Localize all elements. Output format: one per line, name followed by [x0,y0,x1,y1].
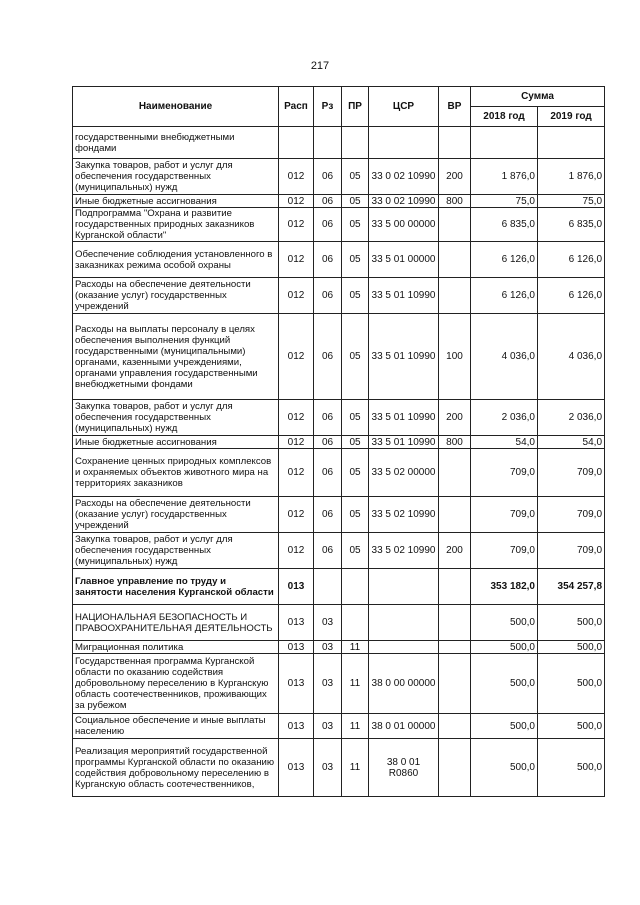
cell-vr: 200 [439,533,471,569]
cell-vr: 200 [439,159,471,195]
cell-rasp: 013 [279,739,314,797]
cell-rasp: 012 [279,436,314,449]
cell-rasp [279,127,314,159]
cell-pr: 05 [342,195,369,208]
cell-pr: 05 [342,208,369,242]
cell-rasp: 013 [279,569,314,605]
table-row [73,449,605,497]
cell-rasp: 012 [279,159,314,195]
cell-pr: 05 [342,278,369,314]
cell-sum-2019: 500,0 [538,714,605,739]
cell-sum-2018: 353 182,0 [471,569,538,605]
cell-pr [342,569,369,605]
cell-pr [342,605,369,641]
cell-sum-2018: 6 835,0 [471,208,538,242]
cell-rz: 06 [314,400,342,436]
cell-sum-2018: 709,0 [471,497,538,533]
cell-sum-2019: 709,0 [538,449,605,497]
header-sum: Сумма [471,87,605,107]
table-row [73,497,605,533]
cell-sum-2018: 6 126,0 [471,278,538,314]
cell-rz: 06 [314,436,342,449]
cell-csr: 38 0 00 00000 [369,654,439,714]
cell-name: Миграционная политика [73,641,279,654]
cell-name: Государственная программа Курганской области по оказанию содействия добровольному переселению в Курганскую область соотечественников, проживающих за рубежом [73,654,279,714]
cell-rz: 06 [314,449,342,497]
table-body [73,127,605,797]
cell-csr: 33 5 02 10990 [369,533,439,569]
table-row [73,127,605,159]
cell-sum-2018: 1 876,0 [471,159,538,195]
cell-vr: 800 [439,436,471,449]
cell-sum-2018: 709,0 [471,449,538,497]
cell-sum-2019: 500,0 [538,641,605,654]
cell-csr [369,605,439,641]
cell-pr: 05 [342,497,369,533]
cell-sum-2019: 500,0 [538,739,605,797]
cell-name: Иные бюджетные ассигнования [73,195,279,208]
cell-vr [439,739,471,797]
cell-rz: 03 [314,605,342,641]
cell-rasp: 012 [279,242,314,278]
cell-rz: 03 [314,714,342,739]
cell-sum-2019: 54,0 [538,436,605,449]
header-2019: 2019 год [538,107,605,127]
cell-name: Обеспечение соблюдения установленного в заказниках режима особой охраны [73,242,279,278]
cell-sum-2019: 354 257,8 [538,569,605,605]
header-vr: ВР [439,87,471,127]
cell-vr [439,641,471,654]
cell-sum-2019: 500,0 [538,654,605,714]
cell-name: Социальное обеспечение и иные выплаты населению [73,714,279,739]
cell-sum-2018: 500,0 [471,641,538,654]
cell-rasp: 012 [279,449,314,497]
header-2018: 2018 год [471,107,538,127]
cell-pr: 11 [342,654,369,714]
cell-csr [369,641,439,654]
cell-sum-2018: 500,0 [471,739,538,797]
cell-sum-2019: 709,0 [538,497,605,533]
cell-rasp: 012 [279,195,314,208]
cell-vr [439,208,471,242]
table-row [73,436,605,449]
cell-name: Расходы на обеспечение деятельности (оказание услуг) государственных учреждений [73,278,279,314]
table-row [73,400,605,436]
cell-name: Главное управление по труду и занятости населения Курганской области [73,569,279,605]
cell-name: Подпрограмма "Охрана и развитие государственных природных заказников Курганской области" [73,208,279,242]
header-rasp: Расп [279,87,314,127]
table-row [73,314,605,400]
table-row [73,569,605,605]
cell-pr: 05 [342,436,369,449]
cell-rz: 06 [314,278,342,314]
cell-rz: 03 [314,654,342,714]
table-row [73,159,605,195]
cell-rz: 06 [314,159,342,195]
cell-vr: 800 [439,195,471,208]
header-rz: Рз [314,87,342,127]
cell-pr: 11 [342,714,369,739]
cell-rz: 06 [314,497,342,533]
cell-rasp: 013 [279,605,314,641]
cell-name: Закупка товаров, работ и услуг для обеспечения государственных (муниципальных) нужд [73,400,279,436]
table-row [73,278,605,314]
cell-csr [369,569,439,605]
cell-vr: 100 [439,314,471,400]
cell-rz: 06 [314,242,342,278]
cell-sum-2018: 75,0 [471,195,538,208]
cell-pr: 05 [342,449,369,497]
cell-rz: 06 [314,208,342,242]
cell-rasp: 012 [279,314,314,400]
cell-pr: 05 [342,400,369,436]
cell-sum-2019: 1 876,0 [538,159,605,195]
cell-sum-2018 [471,127,538,159]
cell-sum-2019: 500,0 [538,605,605,641]
cell-csr: 38 0 01 00000 [369,714,439,739]
cell-vr [439,714,471,739]
cell-sum-2018: 500,0 [471,714,538,739]
cell-vr [439,278,471,314]
cell-csr: 33 5 00 00000 [369,208,439,242]
cell-sum-2019: 75,0 [538,195,605,208]
header-name: Наименование [73,87,279,127]
cell-rasp: 012 [279,400,314,436]
cell-csr: 33 0 02 10990 [369,159,439,195]
cell-pr: 11 [342,739,369,797]
cell-sum-2018: 4 036,0 [471,314,538,400]
cell-rasp: 012 [279,497,314,533]
cell-vr [439,242,471,278]
header-csr: ЦСР [369,87,439,127]
cell-csr: 33 5 01 10990 [369,314,439,400]
cell-csr: 33 5 01 10990 [369,400,439,436]
cell-sum-2018: 54,0 [471,436,538,449]
cell-rz [314,127,342,159]
table-row [73,242,605,278]
cell-vr [439,497,471,533]
cell-name: государственными внебюджетными фондами [73,127,279,159]
cell-vr [439,127,471,159]
cell-pr: 05 [342,242,369,278]
table-row [73,533,605,569]
cell-rz: 06 [314,533,342,569]
cell-csr: 33 5 02 00000 [369,449,439,497]
cell-csr: 33 5 01 00000 [369,242,439,278]
cell-sum-2019: 4 036,0 [538,314,605,400]
cell-sum-2019: 6 126,0 [538,242,605,278]
cell-csr: 33 5 01 10990 [369,436,439,449]
cell-rasp: 012 [279,533,314,569]
table-row [73,195,605,208]
cell-sum-2018: 6 126,0 [471,242,538,278]
cell-name: Закупка товаров, работ и услуг для обеспечения государственных (муниципальных) нужд [73,533,279,569]
cell-rasp: 012 [279,278,314,314]
table-row [73,714,605,739]
cell-csr [369,127,439,159]
cell-name: Сохранение ценных природных комплексов и охраняемых объектов животного мира на территориях заказников [73,449,279,497]
header-row [73,87,605,107]
cell-rz: 06 [314,314,342,400]
table-row [73,641,605,654]
cell-vr: 200 [439,400,471,436]
cell-sum-2019: 6 126,0 [538,278,605,314]
cell-rz [314,569,342,605]
budget-table [72,86,605,797]
cell-rasp: 013 [279,641,314,654]
cell-sum-2019: 6 835,0 [538,208,605,242]
cell-sum-2018: 500,0 [471,605,538,641]
cell-csr: 33 0 02 10990 [369,195,439,208]
cell-rz: 06 [314,195,342,208]
cell-name: Закупка товаров, работ и услуг для обеспечения государственных (муниципальных) нужд [73,159,279,195]
cell-sum-2019: 709,0 [538,533,605,569]
cell-vr [439,449,471,497]
page-number: 217 [310,60,330,72]
cell-name: Расходы на выплаты персоналу в целях обеспечения выполнения функций государственными (муниципальными) органами, казенными учреждениями, органами управления государственными внебюджетными фондами [73,314,279,400]
header-pr: ПР [342,87,369,127]
cell-csr: 33 5 02 10990 [369,497,439,533]
cell-vr [439,605,471,641]
cell-rasp: 013 [279,714,314,739]
cell-pr: 05 [342,314,369,400]
cell-pr: 05 [342,533,369,569]
cell-vr [439,654,471,714]
cell-name: Реализация мероприятий государственной программы Курганской области по оказанию содействия добровольному переселению в Курганскую область соотечественников, [73,739,279,797]
table-row [73,208,605,242]
cell-sum-2018: 2 036,0 [471,400,538,436]
cell-sum-2018: 500,0 [471,654,538,714]
cell-csr: 33 5 01 10990 [369,278,439,314]
cell-sum-2018: 709,0 [471,533,538,569]
cell-name: НАЦИОНАЛЬНАЯ БЕЗОПАСНОСТЬ И ПРАВООХРАНИТЕЛЬНАЯ ДЕЯТЕЛЬНОСТЬ [73,605,279,641]
cell-name: Расходы на обеспечение деятельности (оказание услуг) государственных учреждений [73,497,279,533]
cell-csr: 38 0 01 R0860 [369,739,439,797]
cell-name: Иные бюджетные ассигнования [73,436,279,449]
cell-rasp: 012 [279,208,314,242]
cell-pr: 11 [342,641,369,654]
table-row [73,654,605,714]
cell-rz: 03 [314,641,342,654]
cell-pr [342,127,369,159]
cell-rasp: 013 [279,654,314,714]
cell-vr [439,569,471,605]
cell-sum-2019: 2 036,0 [538,400,605,436]
cell-sum-2019 [538,127,605,159]
cell-pr: 05 [342,159,369,195]
cell-rz: 03 [314,739,342,797]
table-row [73,605,605,641]
table-row [73,739,605,797]
